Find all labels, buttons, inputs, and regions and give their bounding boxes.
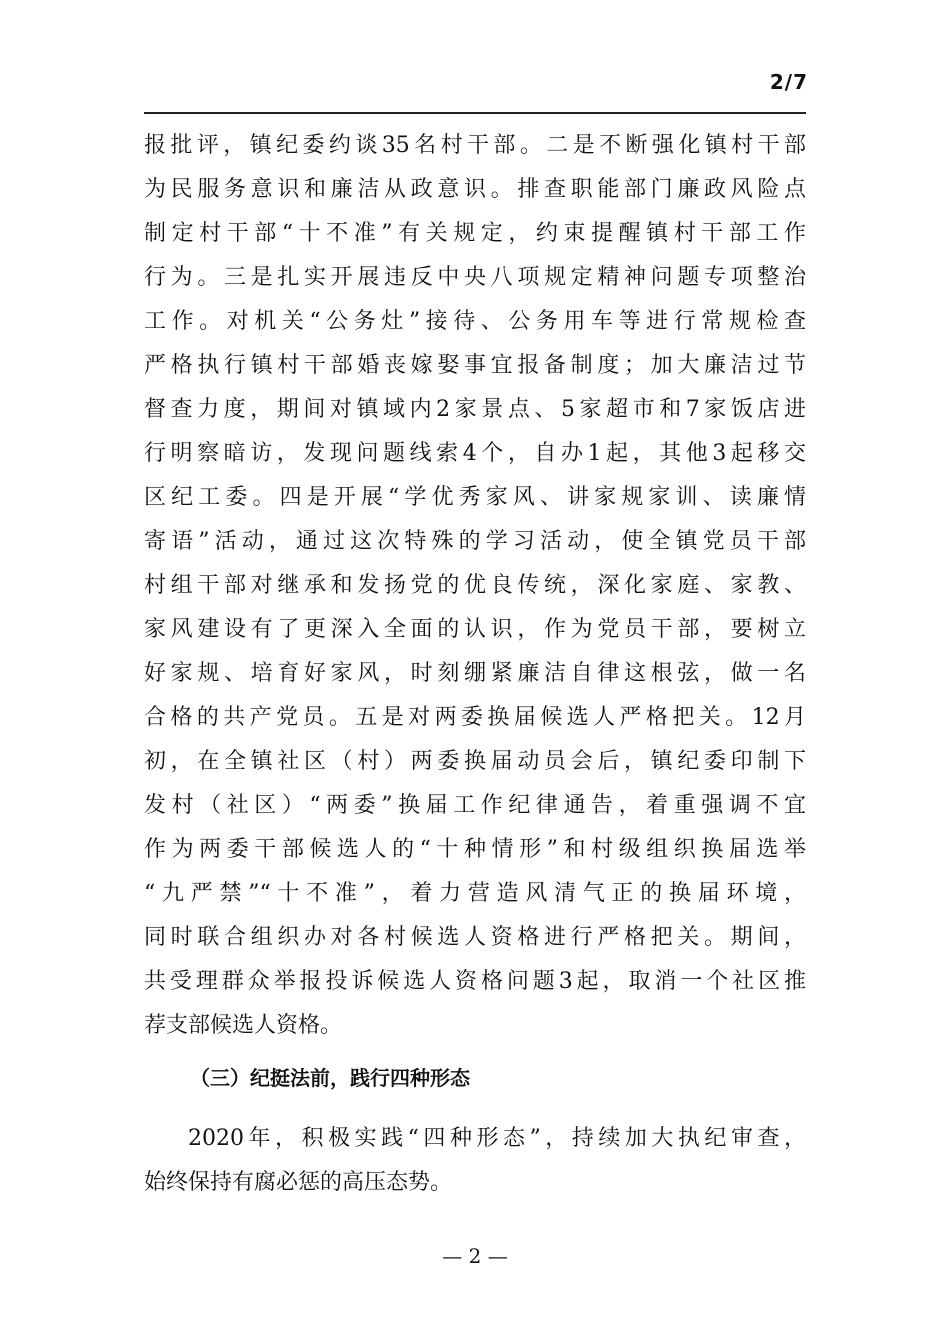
text-line: 合格的共产党员。五是对两委换届候选人严格把关。12月 [144,705,806,730]
text-line: 行明察暗访，发现问题线索4个，自办1起，其他3起移交 [144,441,806,466]
text-line: 同时联合组织办对各村候选人资格进行严格把关。期间， [144,925,806,950]
text-line: 发村（社区）“两委”换届工作纪律通告，着重强调不宜 [144,793,806,818]
text-line: 行为。三是扎实开展违反中央八项规定精神问题专项整治 [144,265,806,290]
section-heading: （三）纪挺法前，践行四种形态 [190,1066,470,1090]
text-line: 始终保持有腐必惩的高压态势。 [144,1170,453,1195]
text-line: 区纪工委。四是开展“学优秀家风、讲家规家训、读廉情 [144,485,806,510]
text-line: 寄语”活动，通过这次特殊的学习活动，使全镇党员干部 [144,529,806,554]
body-paragraph [144,124,806,1048]
text-line: 为民服务意识和廉洁从政意识。排查职能部门廉政风险点 [144,177,806,202]
text-line: 报批评，镇纪委约谈35名村干部。二是不断强化镇村干部 [144,133,806,158]
text-line: 荐支部候选人资格。 [144,1013,343,1038]
text-line: 初，在全镇社区（村）两委换届动员会后，镇纪委印制下 [144,749,806,774]
text-line: 共受理群众举报投诉候选人资格问题3起，取消一个社区推 [144,969,806,994]
page-counter: 2/7 [769,70,808,94]
text-line: 家风建设有了更深入全面的认识，作为党员干部，要树立 [144,617,806,642]
header-rule [144,112,806,114]
text-line: 督查力度，期间对镇域内2家景点、5家超市和7家饭店进 [144,397,806,422]
text-line: 严格执行镇村干部婚丧嫁娶事宜报备制度；加大廉洁过节 [144,353,806,378]
page-number: — 2 — [442,1244,508,1268]
text-line: 工作。对机关“公务灶”接待、公务用车等进行常规检查 [144,309,806,334]
text-line: “九严禁”“十不准”，着力营造风清气正的换届环境， [144,881,806,906]
text-line: 村组干部对继承和发扬党的优良传统，深化家庭、家教、 [144,573,806,598]
text-line: 制定村干部“十不准”有关规定，约束提醒镇村干部工作 [144,221,806,246]
text-line: 好家规、培育好家风，时刻绷紧廉洁自律这根弦，做一名 [144,661,806,686]
text-line: 作为两委干部候选人的“十种情形”和村级组织换届选举 [144,837,806,862]
body-paragraph [144,1117,806,1205]
text-line: 2020年，积极实践“四种形态”，持续加大执纪审查， [188,1126,806,1151]
